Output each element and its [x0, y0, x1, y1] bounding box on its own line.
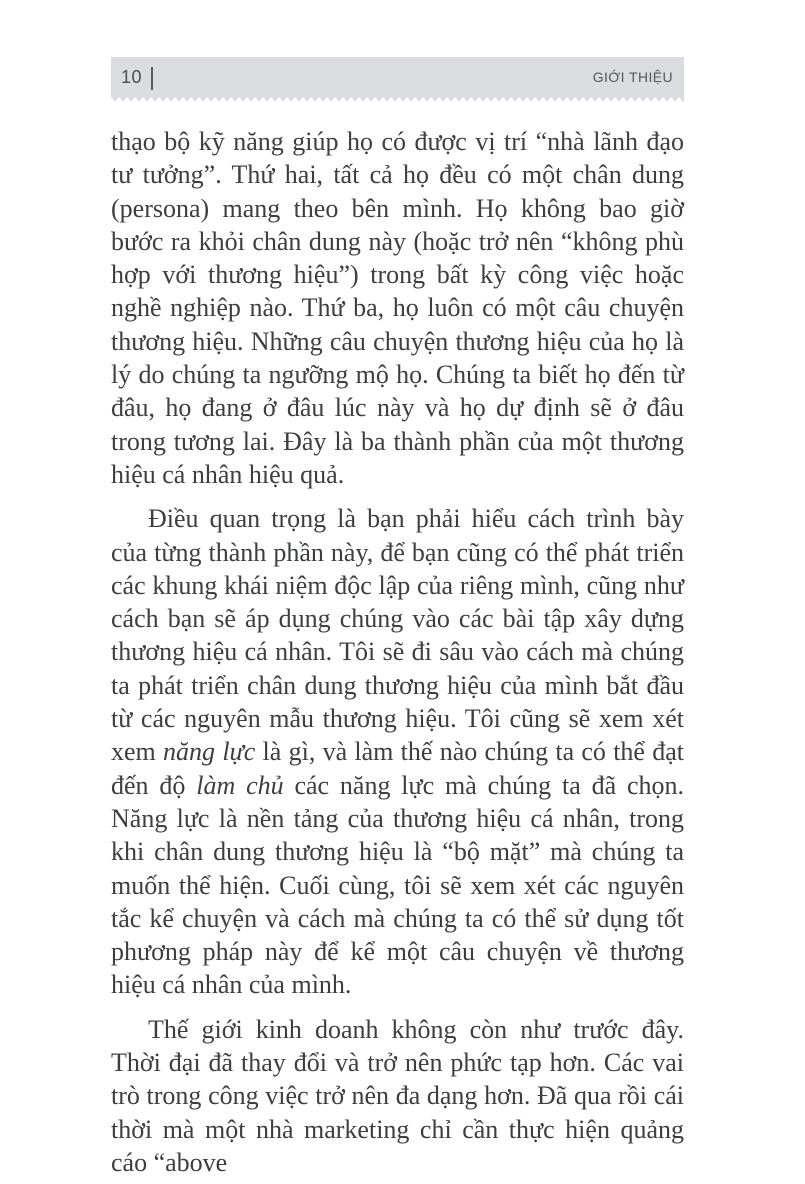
- section-title: GIỚI THIỆU: [592, 69, 673, 85]
- paragraph: [111, 1013, 684, 1179]
- page-number: 10: [121, 66, 143, 87]
- paragraph: [111, 125, 684, 491]
- paragraph: [111, 502, 684, 1001]
- italic-text-segment: năng lực: [163, 737, 256, 767]
- page-header: [111, 57, 684, 97]
- page-body: [111, 125, 684, 1179]
- text-segment: thạo bộ kỹ năng giúp họ có được vị trí “nhà lãnh đạo tư tưởng”. Thứ hai, tất cả họ đều có một chân dung (persona) mang theo bên mình. Họ không bao giờ bước ra khỏi chân dung này (hoặc trở nên “không phù hợp với thương hiệu”) trong bất kỳ công việc hoặc nghề nghiệp nào. Thứ ba, họ luôn có một câu chuyện thương hiệu. Những câu chuyện thương hiệu của họ là lý do chúng ta ngưỡng mộ họ. Chúng ta biết họ đến từ đâu, họ đang ở đâu lúc này và họ dự định sẽ ở đâu trong tương lai. Đây là ba thành phần của một thương hiệu cá nhân hiệu quả.: [111, 127, 684, 489]
- text-segment: Thế giới kinh doanh không còn như trước đây. Thời đại đã thay đổi và trở nên phức tạp hơn. Các vai trò trong công việc trở nên đa dạng hơn. Đã qua rồi cái thời mà một nhà marketing chỉ cần thực hiện quảng cáo “above: [111, 1014, 684, 1177]
- italic-text-segment: làm chủ: [196, 770, 284, 800]
- text-segment: các năng lực mà chúng ta đã chọn. Năng lực là nền tảng của thương hiệu cá nhân, trong khi chân dung thương hiệu là “bộ mặt” mà chúng ta muốn thể hiện. Cuối cùng, tôi sẽ xem xét các nguyên tắc kể chuyện và cách mà chúng ta có thể sử dụng tốt phương pháp này để kể một câu chuyện về thương hiệu cá nhân của mình.: [111, 770, 685, 1000]
- text-segment: là gì, và làm thế nào chúng ta có thể đạt đến độ: [111, 737, 684, 800]
- header-serrated-edge: [111, 97, 684, 102]
- text-segment: Điều quan trọng là bạn phải hiểu cách trình bày của từng thành phần này, để bạn cũng có thể phát triển các khung khái niệm độc lập của riêng mình, cũng như cách bạn sẽ áp dụng chúng vào các bài tập xây dựng thương hiệu cá nhân. Tôi sẽ đi sâu vào cách mà chúng ta phát triển chân dung thương hiệu của mình bắt đầu từ các nguyên mẫu thương hiệu. Tôi cũng sẽ xem xét xem: [111, 504, 684, 767]
- header-left: [121, 65, 153, 90]
- content-column: [111, 57, 684, 1184]
- header-divider-line: [151, 67, 153, 90]
